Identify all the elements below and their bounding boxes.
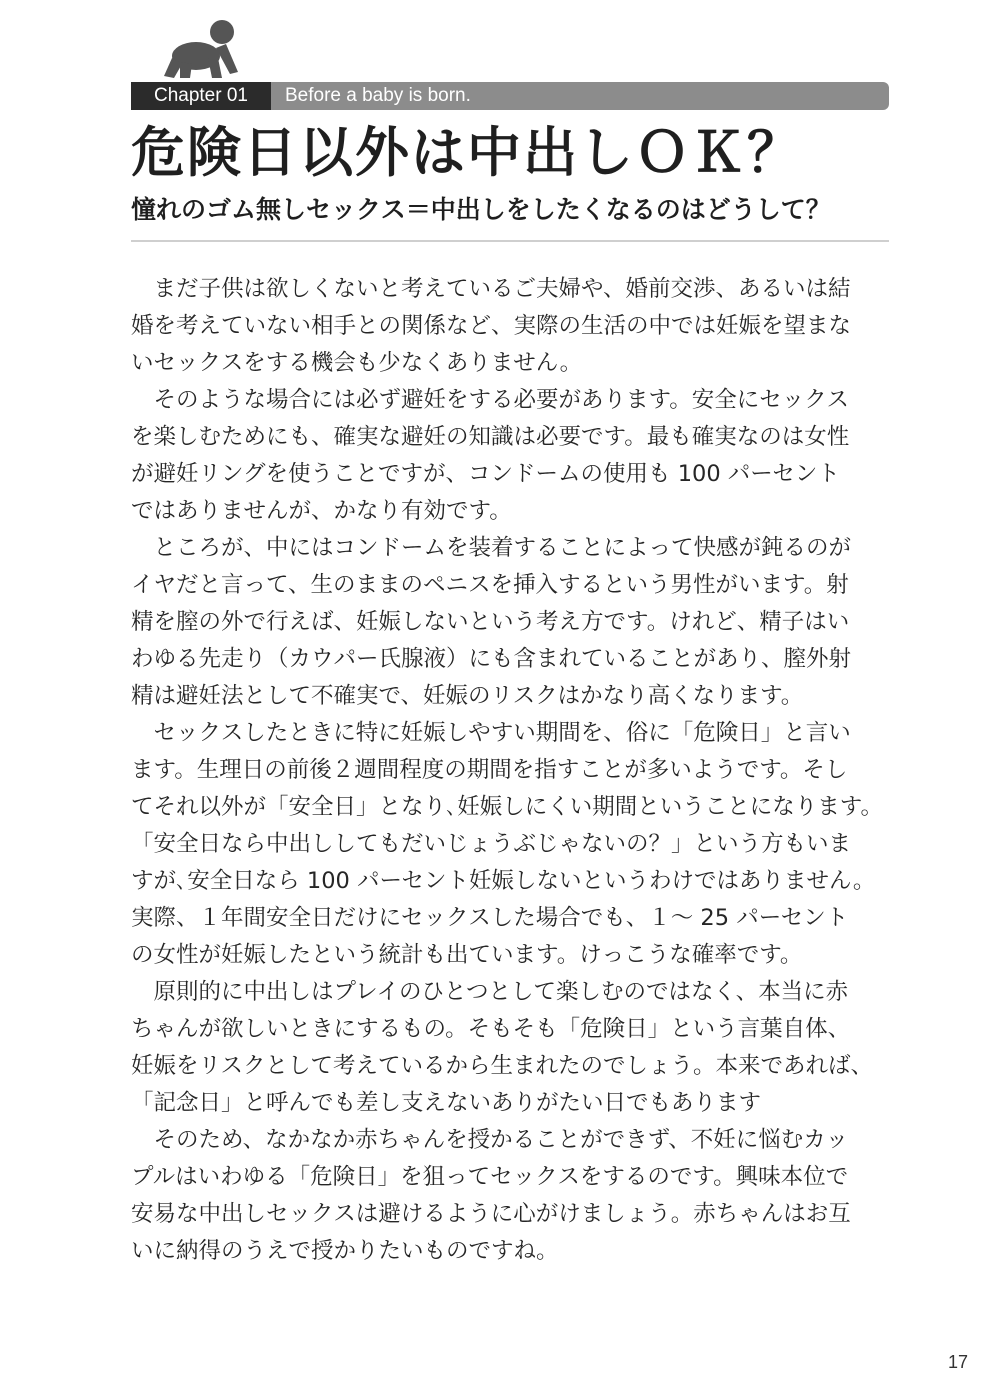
chapter-header-bar — [131, 82, 889, 110]
body-line: ではありませんが、かなり有効です。 — [131, 498, 512, 524]
body-line: イヤだと言って、生のままのペニスを挿入するという男性がいます。射 — [131, 572, 849, 598]
body-line: すが､安全日なら 100 パーセント妊娠しないというわけではありません。 — [131, 868, 876, 894]
body-line: そのような場合には必ず避妊をする必要があります。安全にセックス — [131, 387, 849, 413]
body-line: が避妊リングを使うことですが、コンドームの使用も 100 パーセント — [131, 461, 840, 487]
body-line: 精は避妊法として不確実で、妊娠のリスクはかなり高くなります。 — [131, 683, 804, 709]
body-line: 実際、１年間安全日だけにセックスした場合でも、１～ 25 パーセント — [131, 905, 849, 931]
chapter-label: Chapter 01 — [131, 82, 271, 110]
body-line: 婚を考えていない相手との関係など、実際の生活の中では妊娠を望まな — [131, 313, 852, 339]
body-line: 精を膣の外で行えば、妊娠しないという考え方です。けれど、精子はい — [131, 609, 850, 635]
body-line: てそれ以外が「安全日」となり､妊娠しにくい期間ということになります。 — [131, 794, 883, 820]
body-line: そのため、なかなか赤ちゃんを授かることができず、不妊に悩むカッ — [131, 1127, 849, 1153]
body-text — [131, 271, 889, 1270]
body-line: ところが、中にはコンドームを装着することによって快感が鈍るのが — [131, 535, 852, 561]
body-line: わゆる先走り（カウパー氏腺液）にも含まれていることがあり、膣外射 — [131, 646, 852, 672]
body-line: ちゃんが欲しいときにするもの。そもそも「危険日」という言葉自体、 — [131, 1016, 851, 1042]
chapter-subtitle: Before a baby is born. — [285, 85, 471, 106]
title-divider — [131, 240, 889, 242]
body-line: 「記念日」と呼んでも差し支えないありがたい日でもあります — [131, 1090, 762, 1116]
body-line: まだ子供は欲しくないと考えているご夫婦や、婚前交渉、あるいは結 — [131, 276, 851, 302]
body-line: 原則的に中出しはプレイのひとつとして楽しむのではなく、本当に赤 — [131, 979, 849, 1005]
page-number: 17 — [947, 1352, 968, 1372]
body-line: を楽しむためにも、確実な避妊の知識は必要です。最も確実なのは女性 — [131, 424, 850, 450]
body-line: 妊娠をリスクとして考えているから生まれたのでしょう。本来であれば、 — [131, 1053, 874, 1079]
body-line: いセックスをする機会も少なくありません。 — [131, 350, 583, 376]
body-line: セックスしたときに特に妊娠しやすい期間を、俗に「危険日」と言い — [131, 720, 851, 746]
page-title: 危険日以外は中出しＯＫ？ — [131, 121, 803, 184]
body-line: いに納得のうえで授かりたいものですね。 — [131, 1238, 559, 1264]
body-line: 「安全日なら中出ししてもだいじょうぶじゃないの？」という方もいま — [131, 831, 852, 857]
body-line: 安易な中出しセックスは避けるように心がけましょう。赤ちゃんはお互 — [131, 1201, 851, 1227]
crawling-baby-icon — [160, 18, 240, 80]
body-line: ます。生理日の前後２週間程度の期間を指すことが多いようです。そし — [131, 757, 848, 783]
body-line: の女性が妊娠したという統計も出ています。けっこうな確率です。 — [131, 942, 803, 968]
page-subtitle: 憧れのゴム無しセックス＝中出しをしたくなるのはどうして？ — [131, 195, 831, 224]
body-line: プルはいわゆる「危険日」を狙ってセックスをするのです。興味本位で — [131, 1164, 849, 1190]
